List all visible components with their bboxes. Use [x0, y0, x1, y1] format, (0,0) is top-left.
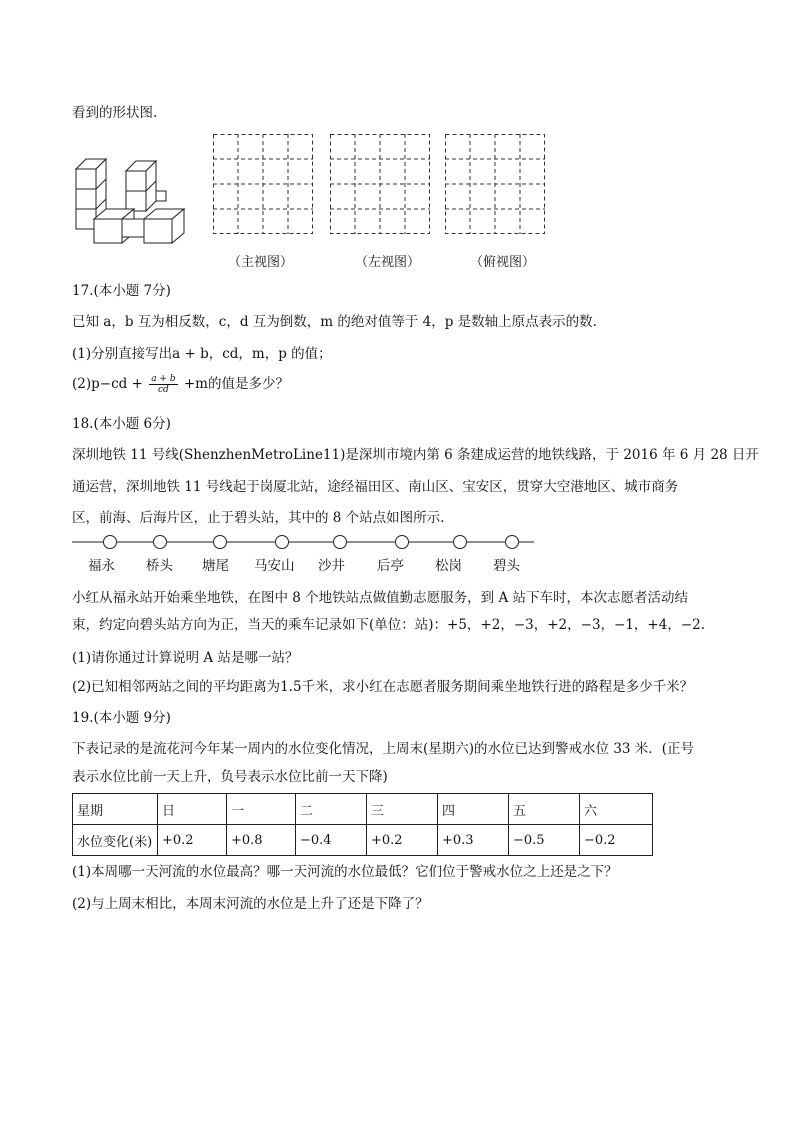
q19-header: 19.(本小题 9分)	[72, 710, 171, 726]
table-cell: 水位变化(米)	[73, 825, 158, 856]
table-cell: +0.2	[367, 825, 438, 856]
table-cell: 二	[296, 794, 367, 825]
q19-line1: 下表记录的是流花河今年某一周内的水位变化情况，上周末(星期六)的水位已达到警戒水位 33 米．(正号	[72, 741, 695, 757]
station-label: 后亭	[377, 558, 404, 574]
station-marker	[396, 536, 409, 549]
q18-line4: 小红从福永站开始乘坐地铁，在图中 8 个地铁站点做值勤志愿服务，到 A 站下车时，本次志愿者活动结	[72, 590, 689, 606]
q17-part2-prefix: (2)p−cd +	[72, 376, 143, 392]
q17-header: 17.(本小题 7分)	[72, 283, 171, 299]
station-label: 沙井	[318, 558, 345, 574]
station-label: 桥头	[146, 558, 173, 574]
front-view-caption: （主视图）	[228, 255, 294, 270]
left-view-grid	[330, 134, 430, 234]
q19-part2: (2)与上周末相比，本周末河流的水位是上升了还是下降了？	[72, 896, 429, 912]
station-marker	[454, 536, 467, 549]
top-view-caption: （俯视图）	[470, 255, 536, 270]
station-label: 塘尾	[202, 558, 229, 574]
table-cell: −0.5	[509, 825, 580, 856]
intro-text: 看到的形状图.	[72, 105, 158, 121]
q17-part1: (1)分别直接写出a + b，cd，m，p 的值；	[72, 346, 332, 362]
q17-statement: 已知 a，b 互为相反数，c，d 互为倒数，m 的绝对值等于 4，p 是数轴上原点表示的数.	[72, 314, 597, 330]
q17-part2	[72, 374, 289, 395]
table-cell: 四	[438, 794, 509, 825]
table-cell: 星期	[73, 794, 158, 825]
q18-line5: 束，约定向碧头站方向为正，当天的乘车记录如下(单位：站)：+5，+2，−3，+2，−3，−1，+4，−2.	[72, 617, 706, 633]
top-view-grid	[445, 134, 545, 234]
station-label: 碧头	[493, 558, 520, 574]
fraction-denominator: cd	[157, 385, 169, 395]
table-cell: −0.2	[580, 825, 653, 856]
table-row	[73, 794, 653, 825]
front-view-grid	[213, 134, 313, 234]
water-level-table	[72, 793, 653, 856]
station-marker	[154, 536, 167, 549]
table-cell: 六	[580, 794, 653, 825]
q17-fraction	[149, 374, 177, 395]
table-row	[73, 825, 653, 856]
table-cell: 日	[158, 794, 227, 825]
table-cell: 三	[367, 794, 438, 825]
q18-line3: 区，前海、后海片区，止于碧头站，其中的 8 个站点如图所示.	[72, 510, 445, 526]
q18-header: 18.(本小题 6分)	[72, 416, 171, 432]
table-cell: 一	[227, 794, 296, 825]
q19-line2: 表示水位比前一天上升，负号表示水位比前一天下降)	[72, 769, 388, 785]
table-cell: +0.8	[227, 825, 296, 856]
fraction-numerator: a + b	[151, 374, 176, 384]
q18-part1: (1)请你通过计算说明 A 站是哪一站？	[72, 650, 299, 666]
cube-stack-figure	[70, 147, 190, 247]
table-cell: −0.4	[296, 825, 367, 856]
q18-line1: 深圳地铁 11 号线(ShenzhenMetroLine11)是深圳市境内第 6 条建成运营的地铁线路，于 2016 年 6 月 28 日开	[72, 447, 759, 463]
q17-part2-suffix: +m的值是多少？	[183, 376, 289, 392]
q18-line2: 通运营，深圳地铁 11 号线起于岗厦北站，途经福田区、南山区、宝安区，贯穿大空港地区、城市商务	[72, 479, 679, 495]
station-label: 马安山	[254, 558, 295, 574]
station-marker	[334, 536, 347, 549]
station-marker	[276, 536, 289, 549]
station-label: 松岗	[435, 558, 462, 574]
table-cell: +0.2	[158, 825, 227, 856]
q19-part1: (1)本周哪一天河流的水位最高？哪一天河流的水位最低？它们位于警戒水位之上还是之下？	[72, 864, 618, 880]
station-marker	[214, 536, 227, 549]
metro-line-diagram	[72, 532, 542, 572]
q18-part2: (2)已知相邻两站之间的平均距离为1.5千米，求小红在志愿者服务期间乘坐地铁行进的路程是多少千米？	[72, 679, 694, 695]
station-marker	[104, 536, 117, 549]
station-label: 福永	[88, 558, 115, 574]
left-view-caption: （左视图）	[355, 255, 421, 270]
table-cell: 五	[509, 794, 580, 825]
station-marker	[506, 536, 519, 549]
table-cell: +0.3	[438, 825, 509, 856]
